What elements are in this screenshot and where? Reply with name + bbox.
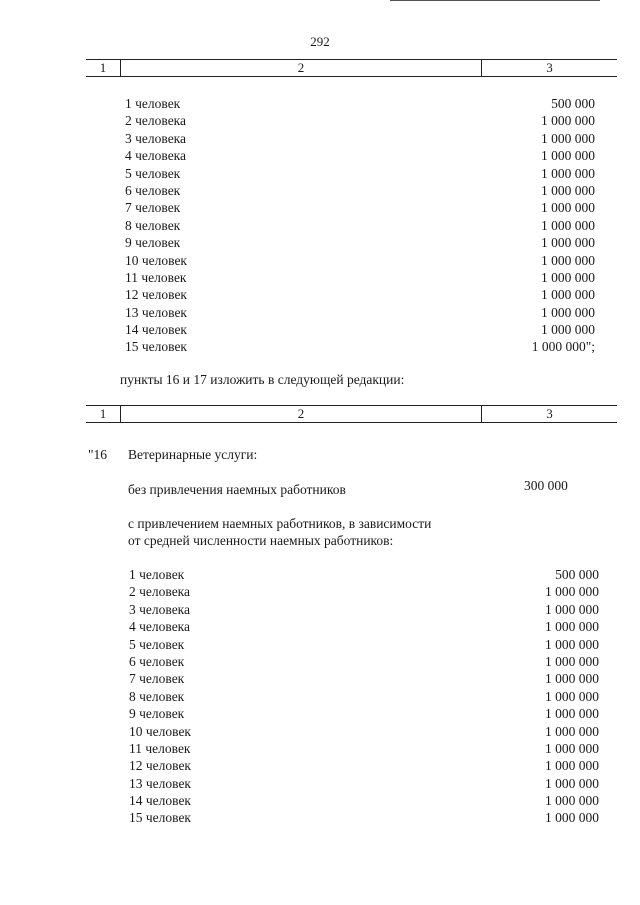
row-value: 1 000 000 [541, 113, 595, 129]
row-value: 1 000 000 [545, 653, 599, 669]
row-value: 1 000 000 [541, 304, 595, 320]
table-row [129, 618, 599, 635]
column-header-2: 2 [121, 406, 482, 422]
table-row [125, 130, 595, 147]
row-label: 3 человека [125, 130, 187, 146]
row-value: 1 000 000 [545, 706, 599, 722]
row-value: 500 000 [555, 567, 599, 582]
no-employees-value: 300 000 [524, 478, 568, 493]
table-row [129, 723, 599, 740]
row-label: 1 человек [129, 567, 185, 582]
row-value: 1 000 000"; [531, 339, 595, 355]
table-row [129, 740, 599, 757]
table-row [125, 234, 595, 251]
table-row [125, 269, 595, 286]
row-value: 1 000 000 [541, 217, 595, 233]
no-employees-label: без привлечения наемных работников [128, 482, 346, 497]
table-row [125, 321, 595, 338]
row-value: 1 000 000 [545, 671, 599, 687]
table-row [125, 165, 595, 182]
table-row [129, 583, 599, 600]
table-row [129, 601, 599, 618]
row-value: 1 000 000 [541, 130, 595, 146]
table-row [129, 636, 599, 653]
row-value: 1 000 000 [541, 182, 595, 198]
row-value: 1 000 000 [545, 688, 599, 704]
item-title: Ветеринарные услуги: [128, 447, 258, 462]
page-number: 292 [310, 34, 330, 49]
row-label: 12 человек [125, 287, 187, 303]
table-row [129, 653, 599, 670]
row-value: 1 000 000 [541, 148, 595, 164]
item-number: "16 [88, 447, 108, 462]
table-row [129, 792, 599, 809]
top-edge-mark [390, 0, 600, 3]
table-row [129, 688, 599, 705]
column-header-row-2 [86, 405, 617, 423]
row-label: 3 человека [129, 601, 191, 617]
row-label: 11 человек [125, 269, 187, 285]
row-label: 7 человек [129, 671, 185, 687]
column-header-2: 2 [121, 60, 482, 76]
row-label: 10 человек [129, 723, 191, 739]
row-label: 2 человека [129, 584, 191, 600]
row-label: 14 человек [129, 793, 191, 809]
row-label: 7 человек [125, 200, 181, 216]
row-label: 4 человека [125, 148, 187, 164]
row-value: 500 000 [551, 96, 595, 111]
table-row [129, 566, 599, 583]
row-value: 1 000 000 [545, 810, 599, 826]
row-label: 9 человек [125, 235, 181, 251]
row-value: 1 000 000 [541, 322, 595, 338]
row-value: 1 000 000 [545, 636, 599, 652]
row-value: 1 000 000 [545, 740, 599, 756]
row-value: 1 000 000 [545, 723, 599, 739]
row-label: 12 человек [129, 758, 191, 774]
table-row [125, 286, 595, 303]
row-label: 15 человек [129, 810, 191, 826]
with-employees-line1: с привлечением наемных работников, в зависимости [128, 516, 432, 531]
row-label: 1 человек [125, 96, 181, 111]
row-value: 1 000 000 [545, 793, 599, 809]
row-label: 11 человек [129, 740, 191, 756]
table-row [129, 809, 599, 826]
row-label: 6 человек [125, 182, 181, 198]
table-row [125, 147, 595, 164]
row-label: 8 человек [129, 688, 185, 704]
row-label: 8 человек [125, 217, 181, 233]
row-value: 1 000 000 [541, 269, 595, 285]
column-header-1: 1 [86, 406, 121, 422]
row-value: 1 000 000 [541, 252, 595, 268]
row-value: 1 000 000 [545, 601, 599, 617]
row-label: 10 человек [125, 252, 187, 268]
table-row [129, 757, 599, 774]
row-label: 13 человек [125, 304, 187, 320]
row-label: 13 человек [129, 775, 191, 791]
column-header-row [86, 59, 617, 77]
row-label: 2 человека [125, 113, 187, 129]
table-row [125, 304, 595, 321]
section2-table [129, 566, 599, 827]
row-label: 14 человек [125, 322, 187, 338]
row-value: 1 000 000 [545, 584, 599, 600]
table-row [125, 95, 595, 112]
row-value: 1 000 000 [541, 165, 595, 181]
column-header-3: 3 [546, 60, 553, 75]
table-row [129, 775, 599, 792]
with-employees-line2: от средней численности наемных работников: [128, 533, 394, 548]
row-value: 1 000 000 [541, 287, 595, 303]
row-label: 4 человека [129, 619, 191, 635]
table-row [125, 338, 595, 355]
table-row [125, 217, 595, 234]
table-row [125, 112, 595, 129]
table-row [129, 670, 599, 687]
section1-table [125, 95, 595, 356]
column-header-1: 1 [86, 60, 121, 76]
row-value: 1 000 000 [545, 619, 599, 635]
instruction-text: пункты 16 и 17 изложить в следующей редакции: [120, 372, 405, 387]
row-label: 5 человек [125, 165, 181, 181]
table-row [125, 199, 595, 216]
row-label: 9 человек [129, 706, 185, 722]
row-value: 1 000 000 [541, 235, 595, 251]
row-value: 1 000 000 [541, 200, 595, 216]
row-label: 5 человек [129, 636, 185, 652]
row-label: 6 человек [129, 653, 185, 669]
row-value: 1 000 000 [545, 775, 599, 791]
column-header-3: 3 [546, 406, 553, 421]
row-label: 15 человек [125, 339, 187, 355]
table-row [125, 182, 595, 199]
table-row [129, 705, 599, 722]
table-row [125, 252, 595, 269]
row-value: 1 000 000 [545, 758, 599, 774]
